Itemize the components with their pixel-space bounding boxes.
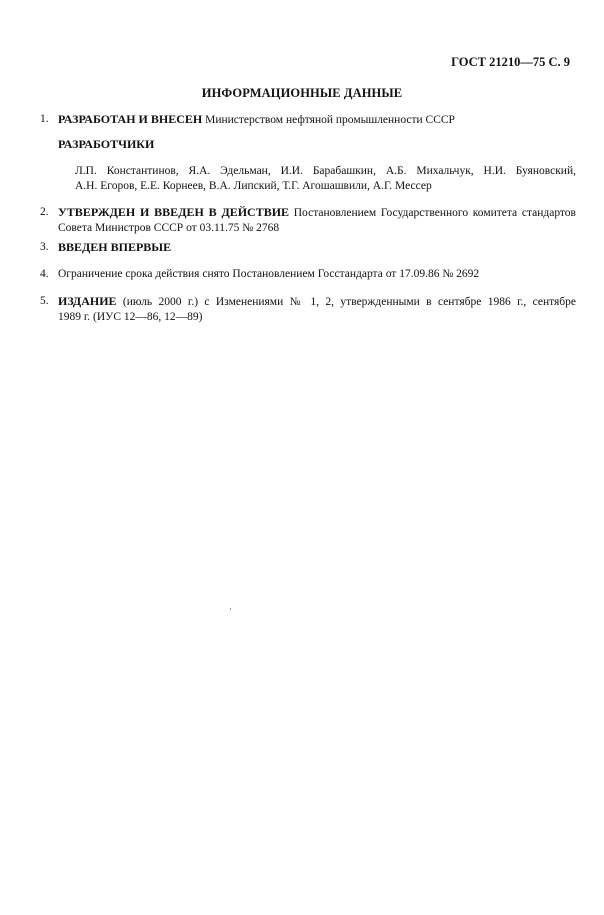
item-line-1	[58, 294, 576, 310]
item-number: 1.	[40, 113, 49, 125]
item-number: 2.	[40, 206, 49, 218]
item-heading: УТВЕРЖДЕН И ВВЕДЕН В ДЕЙСТВИЕ	[58, 205, 290, 219]
item-heading: ИЗДАНИЕ	[58, 294, 117, 308]
info-item-2	[40, 205, 576, 236]
page-header-reference: ГОСТ 21210—75 С. 9	[451, 55, 570, 69]
info-item-4	[40, 267, 576, 282]
developers-line-1: Л.П. Константинов, Я.А. Эдельман, И.И. Барабашкин, А.Б. Михальчук, Н.И. Буяновский,	[75, 165, 576, 177]
info-item-5	[40, 294, 576, 325]
item-number: 3.	[40, 241, 49, 253]
item-heading: РАЗРАБОТАН И ВНЕСЕН	[58, 112, 203, 126]
item-text: Министерством нефтяной промышленности СССР	[202, 114, 455, 126]
info-item-3	[40, 240, 576, 256]
item-text: (июль 2000 г.) с Изменениями № 1, 2, утвержденными в сентябре 1986 г., сентябре	[116, 296, 576, 308]
item-line-1	[58, 205, 576, 221]
item-number: 5.	[40, 295, 49, 307]
item-number: 4.	[40, 268, 49, 280]
item-heading: ВВЕДЕН ВПЕРВЫЕ	[58, 240, 172, 254]
item-text: Постановлением Государственного комитета стандартов	[289, 207, 576, 219]
developers-heading: РАЗРАБОТЧИКИ	[58, 137, 155, 151]
scan-speck	[230, 608, 231, 610]
item-text: Ограничение срока действия снято Постановлением Госстандарта от 17.09.86 № 2692	[58, 268, 480, 280]
developers-list	[75, 164, 576, 194]
document-title: ИНФОРМАЦИОННЫЕ ДАННЫЕ	[201, 86, 403, 100]
item-line-2: Совета Министров СССР от 03.11.75 № 2768	[58, 222, 280, 234]
item-line-2: 1989 г. (ИУС 12—86, 12—89)	[58, 311, 203, 323]
developers-line-2: А.Н. Егоров, Е.Е. Корнеев, В.А. Липский, Т.Г. Агошашвили, А.Г. Мессер	[75, 180, 432, 192]
info-item-1	[40, 112, 576, 128]
